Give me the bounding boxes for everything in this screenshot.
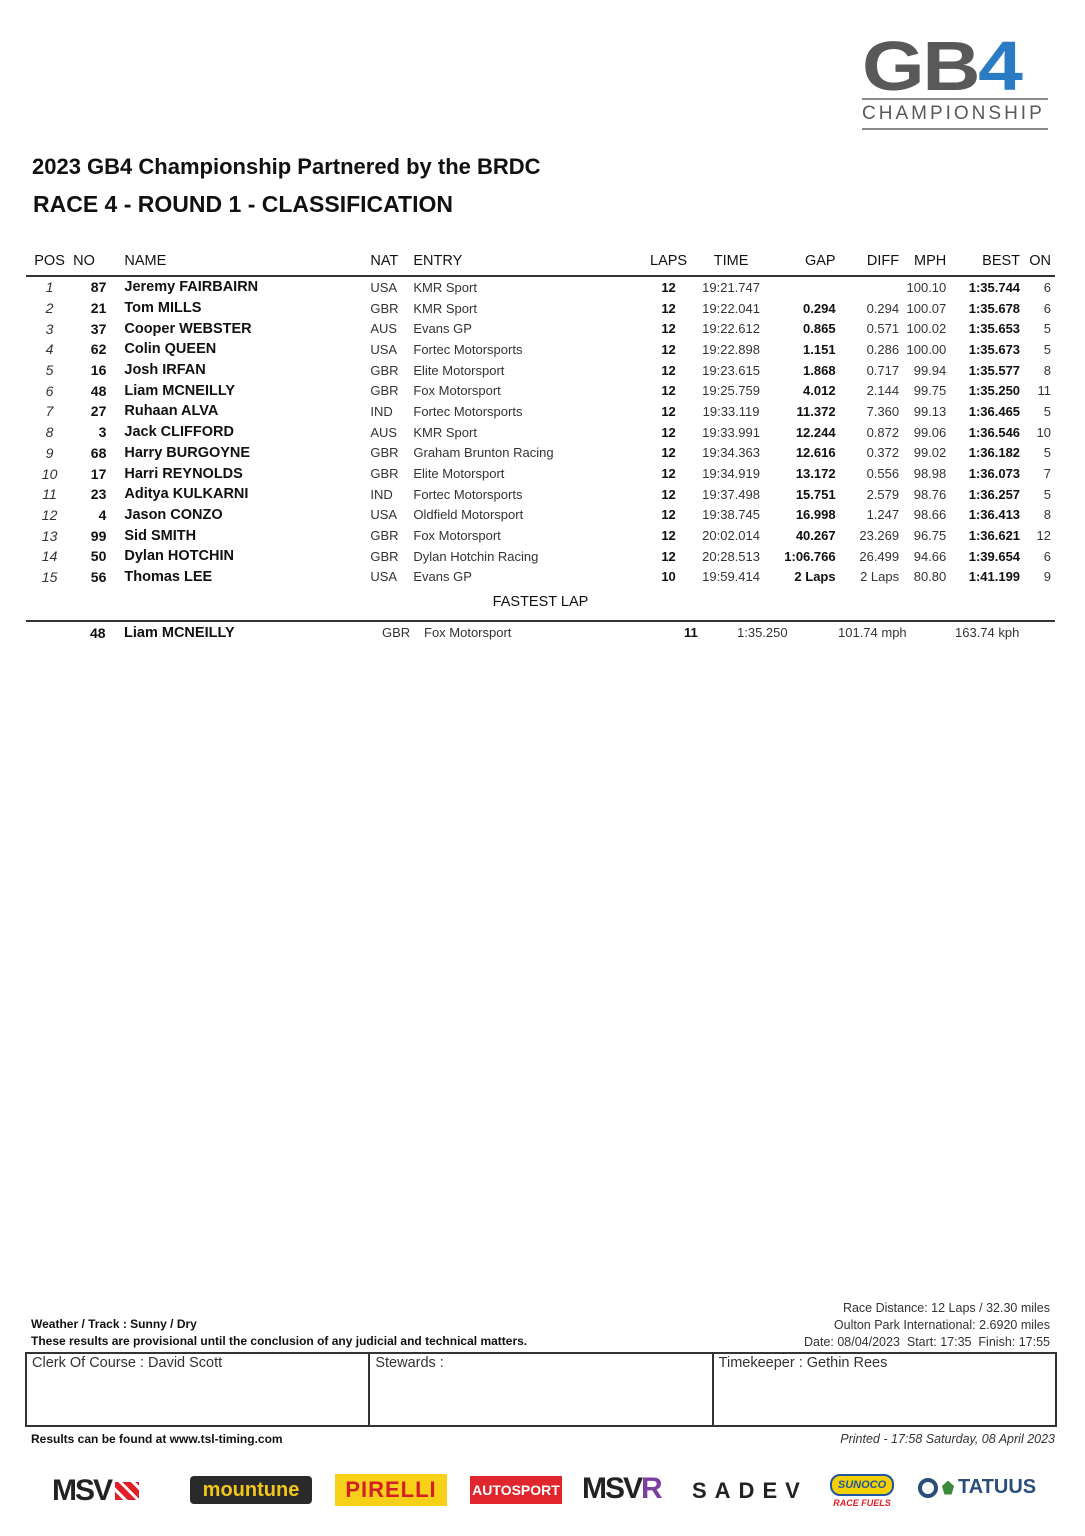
cell-laps: 12 bbox=[661, 279, 676, 295]
autosport-logo: AUTOSPORT bbox=[470, 1476, 562, 1504]
cell-entry-team: KMR Sport bbox=[413, 424, 477, 440]
cell-laps: 12 bbox=[661, 362, 676, 378]
cell-best-lap-on: 7 bbox=[1043, 466, 1051, 482]
cell-best-lap: 1:35.673 bbox=[968, 341, 1021, 357]
clerk-of-course: Clerk Of Course : David Scott bbox=[27, 1354, 370, 1425]
cell-race-time: 19:33.991 bbox=[702, 424, 760, 440]
fastest-lap-time: 1:35.250 bbox=[737, 625, 788, 640]
cell-driver-name: Thomas LEE bbox=[124, 568, 213, 585]
cell-driver-name: Jeremy FAIRBAIRN bbox=[124, 279, 259, 296]
table-row bbox=[26, 298, 1055, 319]
document-subtitle: RACE 4 - ROUND 1 - CLASSIFICATION bbox=[33, 191, 453, 217]
cell-gap: 1.868 bbox=[803, 362, 836, 378]
cell-gap: 13.172 bbox=[795, 466, 836, 482]
fastest-lap-kph: 163.74 kph bbox=[955, 625, 1020, 640]
cell-laps: 12 bbox=[661, 300, 676, 316]
column-header-laps: LAPS bbox=[649, 250, 688, 276]
cell-driver-name: Harry BURGOYNE bbox=[124, 444, 251, 461]
cell-car-number: 3 bbox=[98, 424, 107, 441]
column-header-pos: POS bbox=[26, 250, 73, 276]
maple-leaf-icon bbox=[942, 1481, 954, 1495]
tatuus-t-icon bbox=[918, 1478, 938, 1498]
cell-race-time: 19:22.612 bbox=[702, 321, 760, 337]
cell-driver-name: Harri REYNOLDS bbox=[124, 465, 243, 482]
fastest-lap-title: FASTEST LAP bbox=[492, 594, 589, 610]
cell-driver-name: Josh IRFAN bbox=[124, 362, 206, 379]
table-row bbox=[26, 505, 1055, 526]
logo-gb: GB bbox=[862, 27, 979, 105]
cell-nationality: USA bbox=[370, 569, 398, 585]
cell-nationality: USA bbox=[370, 341, 398, 357]
cell-race-time: 19:59.414 bbox=[702, 569, 760, 585]
cell-nationality: IND bbox=[370, 403, 393, 419]
cell-mph: 80.80 bbox=[913, 569, 947, 585]
cell-driver-name: Dylan HOTCHIN bbox=[124, 548, 234, 565]
column-header-entry: ENTRY bbox=[413, 250, 649, 276]
cell-position: 4 bbox=[45, 341, 54, 358]
table-row bbox=[26, 401, 1055, 422]
cell-mph: 98.66 bbox=[913, 507, 947, 523]
cell-best-lap: 1:36.182 bbox=[968, 445, 1021, 461]
fastest-lap-lap: 11 bbox=[684, 625, 698, 640]
cell-car-number: 16 bbox=[90, 362, 107, 379]
cell-entry-team: Elite Motorsport bbox=[413, 362, 505, 378]
column-header-gap: GAP bbox=[774, 250, 835, 276]
cell-gap: 2 Laps bbox=[794, 569, 836, 585]
cell-nationality: AUS bbox=[370, 424, 398, 440]
fastest-lap-divider bbox=[26, 620, 1055, 622]
table-row bbox=[26, 546, 1055, 567]
sponsor-bar bbox=[50, 1468, 1040, 1518]
cell-car-number: 56 bbox=[90, 568, 107, 585]
cell-position: 12 bbox=[41, 506, 58, 523]
cell-entry-team: Fortec Motorsports bbox=[413, 341, 523, 357]
cell-diff: 23.269 bbox=[859, 528, 900, 544]
cell-car-number: 68 bbox=[90, 444, 107, 461]
column-header-time: TIME bbox=[688, 250, 774, 276]
column-header-best: BEST bbox=[946, 250, 1020, 276]
cell-position: 10 bbox=[41, 465, 58, 482]
msv-logo bbox=[52, 1474, 139, 1508]
msvr-logo-text: MSV bbox=[582, 1472, 642, 1505]
pirelli-logo: PIRELLI bbox=[335, 1474, 447, 1506]
logo-divider-bottom bbox=[862, 128, 1048, 130]
tatuus-logo bbox=[918, 1476, 1036, 1499]
cell-entry-team: Evans GP bbox=[413, 321, 472, 337]
cell-diff: 2.144 bbox=[866, 383, 900, 399]
cell-race-time: 19:25.759 bbox=[702, 383, 760, 399]
fastest-lap-no: 48 bbox=[90, 625, 106, 641]
cell-gap: 16.998 bbox=[795, 507, 836, 523]
cell-laps: 12 bbox=[661, 528, 676, 544]
stewards: Stewards : bbox=[370, 1354, 713, 1425]
cell-laps: 10 bbox=[661, 569, 676, 585]
circuit-info: Oulton Park International: 2.6920 miles bbox=[833, 1318, 1050, 1332]
cell-diff: 26.499 bbox=[859, 548, 900, 564]
cell-laps: 12 bbox=[661, 321, 676, 337]
cell-position: 7 bbox=[45, 403, 54, 420]
msvr-logo bbox=[582, 1472, 661, 1506]
cell-mph: 98.76 bbox=[913, 486, 947, 502]
cell-best-lap: 1:35.744 bbox=[968, 279, 1021, 295]
cell-position: 1 bbox=[45, 279, 54, 296]
fastest-lap-name: Liam MCNEILLY bbox=[124, 625, 235, 641]
cell-driver-name: Sid SMITH bbox=[124, 527, 197, 544]
cell-driver-name: Aditya KULKARNI bbox=[124, 486, 249, 503]
cell-position: 13 bbox=[41, 527, 58, 544]
cell-race-time: 20:28.513 bbox=[702, 548, 760, 564]
logo-number: 4 bbox=[978, 27, 1021, 105]
cell-best-lap-on: 6 bbox=[1043, 300, 1051, 316]
cell-position: 2 bbox=[45, 300, 54, 317]
cell-position: 14 bbox=[41, 548, 58, 565]
column-header-no: NO bbox=[73, 250, 124, 276]
cell-entry-team: Fox Motorsport bbox=[413, 528, 501, 544]
cell-entry-team: Evans GP bbox=[413, 569, 472, 585]
cell-best-lap-on: 11 bbox=[1037, 383, 1051, 399]
cell-laps: 12 bbox=[661, 445, 676, 461]
cell-mph: 99.75 bbox=[913, 383, 947, 399]
cell-entry-team: Fox Motorsport bbox=[413, 383, 501, 399]
cell-nationality: GBR bbox=[370, 548, 399, 564]
cell-best-lap-on: 6 bbox=[1043, 548, 1051, 564]
race-info bbox=[804, 1300, 1050, 1351]
cell-race-time: 19:37.498 bbox=[702, 486, 760, 502]
cell-best-lap-on: 5 bbox=[1043, 486, 1051, 502]
cell-race-time: 19:34.919 bbox=[702, 466, 760, 482]
cell-best-lap: 1:35.653 bbox=[968, 321, 1021, 337]
cell-car-number: 99 bbox=[90, 527, 107, 544]
cell-nationality: GBR bbox=[370, 362, 399, 378]
sadev-logo: SADEV bbox=[692, 1478, 808, 1503]
cell-diff: 7.360 bbox=[866, 403, 900, 419]
logo-wordmark bbox=[862, 27, 1081, 105]
cell-best-lap-on: 9 bbox=[1043, 569, 1051, 585]
classification-rows bbox=[26, 276, 1055, 587]
cell-mph: 100.00 bbox=[906, 341, 947, 357]
cell-entry-team: KMR Sport bbox=[413, 300, 477, 316]
table-row bbox=[26, 463, 1055, 484]
cell-mph: 99.02 bbox=[913, 445, 947, 461]
cell-driver-name: Colin QUEEN bbox=[124, 341, 217, 358]
cell-best-lap: 1:36.257 bbox=[968, 486, 1021, 502]
cell-best-lap-on: 8 bbox=[1043, 507, 1051, 523]
column-header-diff: DIFF bbox=[836, 250, 900, 276]
cell-position: 6 bbox=[45, 382, 54, 399]
cell-mph: 99.94 bbox=[913, 362, 947, 378]
cell-laps: 12 bbox=[661, 507, 676, 523]
cell-nationality: GBR bbox=[370, 445, 399, 461]
column-header-on: ON bbox=[1020, 250, 1055, 276]
cell-nationality: USA bbox=[370, 279, 398, 295]
tatuus-logo-text: TATUUS bbox=[958, 1476, 1037, 1498]
cell-best-lap-on: 6 bbox=[1043, 279, 1051, 295]
msv-logo-text: MSV bbox=[52, 1474, 112, 1507]
cell-race-time: 19:22.041 bbox=[702, 300, 760, 316]
cell-diff: 0.286 bbox=[866, 341, 900, 357]
cell-car-number: 23 bbox=[90, 486, 107, 503]
cell-car-number: 62 bbox=[90, 341, 107, 358]
sunoco-badge: SUNOCO bbox=[830, 1474, 894, 1496]
cell-laps: 12 bbox=[661, 424, 676, 440]
document-title: 2023 GB4 Championship Partnered by the BRDC bbox=[32, 154, 541, 179]
cell-best-lap: 1:41.199 bbox=[968, 569, 1021, 585]
cell-position: 3 bbox=[45, 320, 54, 337]
cell-car-number: 37 bbox=[90, 320, 107, 337]
cell-gap: 0.294 bbox=[803, 300, 836, 316]
table-row bbox=[26, 525, 1055, 546]
results-url: Results can be found at www.tsl-timing.com bbox=[31, 1432, 283, 1446]
cell-driver-name: Jason CONZO bbox=[124, 506, 223, 523]
cell-gap: 12.244 bbox=[795, 424, 836, 440]
cell-position: 9 bbox=[45, 444, 54, 461]
cell-race-time: 19:38.745 bbox=[702, 507, 760, 523]
cell-gap: 0.865 bbox=[803, 321, 836, 337]
cell-mph: 100.10 bbox=[906, 279, 947, 295]
cell-best-lap-on: 5 bbox=[1043, 341, 1051, 357]
cell-gap: 1.151 bbox=[803, 341, 836, 357]
cell-best-lap: 1:35.250 bbox=[968, 383, 1021, 399]
race-distance: Race Distance: 12 Laps / 32.30 miles bbox=[842, 1301, 1050, 1315]
cell-race-time: 19:21.747 bbox=[702, 279, 760, 295]
classification-table bbox=[26, 250, 1055, 587]
cell-best-lap-on: 8 bbox=[1043, 362, 1051, 378]
cell-entry-team: Fortec Motorsports bbox=[413, 403, 523, 419]
cell-car-number: 17 bbox=[90, 465, 107, 482]
cell-mph: 99.13 bbox=[913, 403, 947, 419]
cell-race-time: 19:22.898 bbox=[702, 341, 760, 357]
provisional-notice: These results are provisional until the conclusion of any judicial and technical matters. bbox=[31, 1334, 528, 1348]
printed-timestamp: Printed - 17:58 Saturday, 08 April 2023 bbox=[840, 1432, 1055, 1446]
cell-car-number: 21 bbox=[90, 300, 107, 317]
race-date-times: Date: 08/04/2023 Start: 17:35 Finish: 17:55 bbox=[804, 1335, 1050, 1349]
cell-diff: 0.872 bbox=[866, 424, 900, 440]
cell-best-lap: 1:36.073 bbox=[968, 466, 1021, 482]
cell-nationality: AUS bbox=[370, 321, 398, 337]
cell-best-lap: 1:36.621 bbox=[968, 528, 1021, 544]
cell-race-time: 19:33.119 bbox=[702, 403, 760, 419]
sunoco-race-fuels: RACE FUELS bbox=[833, 1498, 891, 1508]
cell-mph: 99.06 bbox=[913, 424, 947, 440]
cell-laps: 12 bbox=[661, 486, 676, 502]
cell-nationality: GBR bbox=[370, 300, 399, 316]
timekeeper: Timekeeper : Gethin Rees bbox=[718, 1355, 888, 1371]
cell-position: 5 bbox=[45, 362, 54, 379]
weather-track: Weather / Track : Sunny / Dry bbox=[31, 1317, 197, 1331]
cell-diff: 2 Laps bbox=[860, 569, 900, 585]
cell-car-number: 48 bbox=[90, 382, 107, 399]
fastest-lap-mph: 101.74 mph bbox=[838, 625, 907, 640]
column-header-mph: MPH bbox=[899, 250, 946, 276]
table-row bbox=[26, 339, 1055, 360]
cell-best-lap-on: 5 bbox=[1043, 445, 1051, 461]
cell-nationality: GBR bbox=[370, 466, 399, 482]
cell-best-lap: 1:35.678 bbox=[968, 300, 1021, 316]
cell-entry-team: Dylan Hotchin Racing bbox=[413, 548, 539, 564]
cell-diff: 0.717 bbox=[866, 362, 900, 378]
cell-nationality: GBR bbox=[370, 383, 399, 399]
cell-nationality: GBR bbox=[370, 528, 399, 544]
table-header-row bbox=[26, 250, 1055, 276]
cell-entry-team: KMR Sport bbox=[413, 279, 477, 295]
fastest-lap-entry: Fox Motorsport bbox=[424, 625, 512, 640]
cell-laps: 12 bbox=[661, 403, 676, 419]
cell-position: 11 bbox=[42, 486, 57, 503]
cell-car-number: 87 bbox=[90, 279, 107, 296]
cell-position: 15 bbox=[41, 568, 58, 585]
cell-laps: 12 bbox=[661, 548, 676, 564]
cell-best-lap-on: 5 bbox=[1043, 321, 1051, 337]
cell-diff: 1.247 bbox=[866, 507, 900, 523]
cell-laps: 12 bbox=[661, 466, 676, 482]
table-row bbox=[26, 276, 1055, 298]
cell-best-lap-on: 12 bbox=[1036, 528, 1051, 544]
cell-entry-team: Fortec Motorsports bbox=[413, 486, 523, 502]
cell-best-lap: 1:36.546 bbox=[968, 424, 1021, 440]
msvr-logo-r: R bbox=[641, 1472, 661, 1505]
cell-best-lap: 1:36.413 bbox=[968, 507, 1021, 523]
logo-subtitle: CHAMPIONSHIP bbox=[862, 103, 1045, 124]
cell-car-number: 4 bbox=[98, 506, 107, 523]
cell-race-time: 19:34.363 bbox=[702, 445, 760, 461]
cell-race-time: 20:02.014 bbox=[702, 528, 760, 544]
cell-diff: 0.556 bbox=[866, 466, 900, 482]
mountune-logo: mountune bbox=[190, 1476, 312, 1504]
table-row bbox=[26, 380, 1055, 401]
cell-mph: 100.07 bbox=[906, 300, 947, 316]
cell-car-number: 50 bbox=[90, 548, 107, 565]
cell-diff: 0.294 bbox=[866, 300, 900, 316]
sunoco-logo bbox=[830, 1468, 894, 1514]
cell-best-lap: 1:39.654 bbox=[968, 548, 1021, 564]
cell-driver-name: Jack CLIFFORD bbox=[124, 424, 234, 441]
cell-mph: 98.98 bbox=[913, 466, 947, 482]
table-row bbox=[26, 360, 1055, 381]
cell-position: 8 bbox=[45, 424, 54, 441]
cell-driver-name: Ruhaan ALVA bbox=[124, 403, 219, 420]
cell-gap: 12.616 bbox=[795, 445, 836, 461]
cell-diff: 2.579 bbox=[866, 486, 900, 502]
cell-best-lap: 1:35.577 bbox=[968, 362, 1021, 378]
table-row bbox=[26, 318, 1055, 339]
cell-gap: 4.012 bbox=[803, 383, 836, 399]
cell-car-number: 27 bbox=[90, 403, 107, 420]
fastest-lap-nat: GBR bbox=[382, 625, 411, 640]
cell-diff bbox=[836, 276, 900, 298]
cell-gap: 11.372 bbox=[796, 403, 836, 419]
column-header-nat: NAT bbox=[370, 250, 413, 276]
cell-driver-name: Cooper WEBSTER bbox=[124, 320, 252, 337]
table-row bbox=[26, 422, 1055, 443]
cell-gap: 1:06.766 bbox=[784, 548, 836, 564]
cell-diff: 0.571 bbox=[866, 321, 900, 337]
gb4-championship-logo bbox=[862, 27, 1052, 130]
checkered-flag-icon bbox=[115, 1482, 139, 1500]
cell-mph: 96.75 bbox=[913, 528, 947, 544]
cell-entry-team: Graham Brunton Racing bbox=[413, 445, 554, 461]
cell-gap: 15.751 bbox=[795, 486, 836, 502]
cell-nationality: USA bbox=[370, 507, 398, 523]
table-row bbox=[26, 484, 1055, 505]
column-header-name: NAME bbox=[124, 250, 370, 276]
cell-laps: 12 bbox=[661, 341, 676, 357]
cell-best-lap-on: 5 bbox=[1043, 403, 1051, 419]
cell-driver-name: Liam MCNEILLY bbox=[124, 382, 236, 399]
cell-diff: 0.372 bbox=[866, 445, 900, 461]
cell-mph: 94.66 bbox=[913, 548, 947, 564]
cell-gap: 40.267 bbox=[795, 528, 836, 544]
cell-best-lap: 1:36.465 bbox=[968, 403, 1021, 419]
cell-entry-team: Oldfield Motorsport bbox=[413, 507, 524, 523]
cell-race-time: 19:23.615 bbox=[702, 362, 760, 378]
cell-entry-team: Elite Motorsport bbox=[413, 466, 505, 482]
cell-mph: 100.02 bbox=[906, 321, 947, 337]
cell-laps: 12 bbox=[661, 383, 676, 399]
cell-gap bbox=[774, 276, 835, 298]
officials-box bbox=[25, 1352, 1057, 1427]
cell-nationality: IND bbox=[370, 486, 393, 502]
cell-best-lap-on: 10 bbox=[1036, 424, 1051, 440]
table-row bbox=[26, 443, 1055, 464]
table-row bbox=[26, 567, 1055, 588]
cell-driver-name: Tom MILLS bbox=[124, 300, 202, 317]
